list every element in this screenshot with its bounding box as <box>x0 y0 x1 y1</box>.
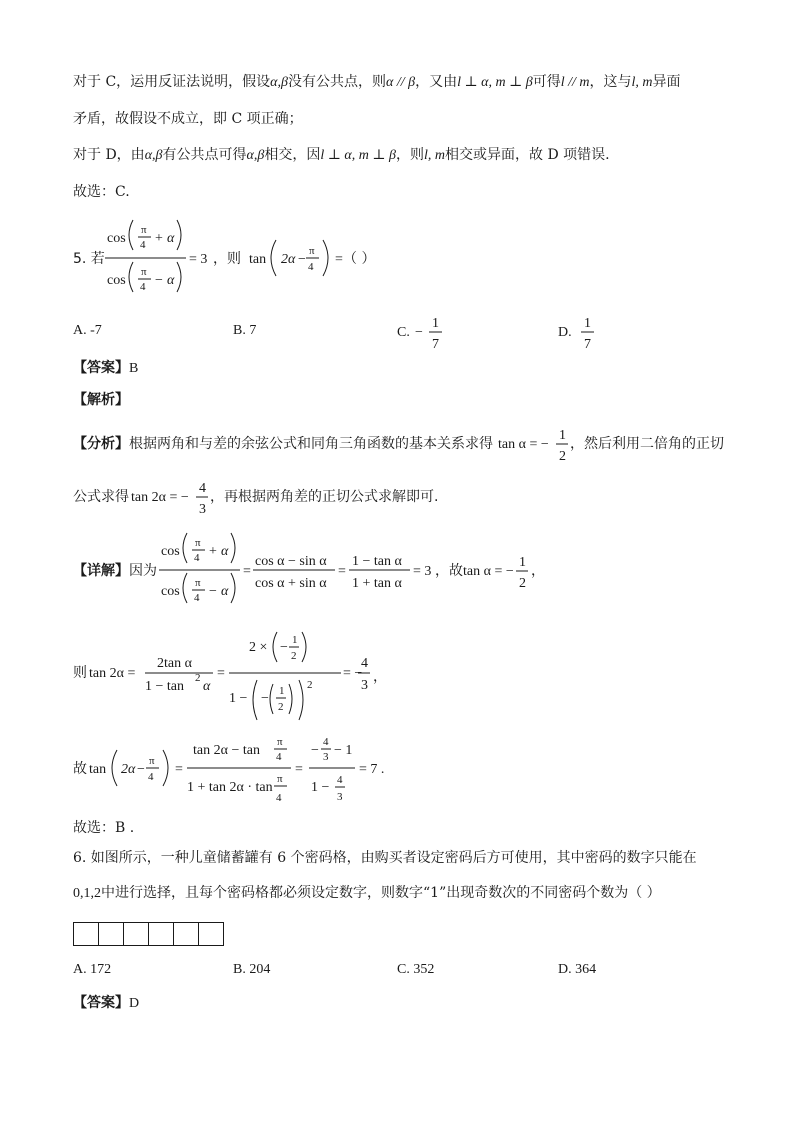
text: 相交，因 <box>264 147 321 163</box>
alpha: α <box>221 544 229 559</box>
analysis-line2 <box>73 478 473 520</box>
detail-tag: 【详解】 <box>73 563 129 579</box>
alpha: α <box>167 273 175 288</box>
four: 4 <box>194 552 200 564</box>
paragraph-c-line2: 矛盾，故假设不成立，即 C 项正确； <box>73 111 303 127</box>
equals: = <box>217 666 225 681</box>
result: = 7 . <box>359 762 385 777</box>
result: tan α = − <box>463 564 514 579</box>
text: 则 <box>73 665 87 681</box>
password-grid <box>73 922 224 946</box>
option-c <box>397 312 457 354</box>
pi: π <box>141 266 147 278</box>
numerator: cos α − sin α <box>255 554 327 569</box>
minus: − <box>209 584 217 599</box>
pi: π <box>141 224 147 236</box>
pi: π <box>195 577 201 589</box>
question-6-line2 <box>73 883 661 904</box>
minus: − <box>280 640 288 655</box>
password-cell <box>74 923 99 945</box>
option-c: C. 352 <box>397 962 435 977</box>
numerator-tail: − 1 <box>334 743 353 758</box>
option-d <box>558 312 608 354</box>
pi: π <box>277 736 283 748</box>
analysis-label: 【解析】 <box>73 392 129 408</box>
option-a: A. -7 <box>73 323 102 338</box>
text: ，则 <box>396 147 424 163</box>
math-var: α,β <box>246 148 265 163</box>
numerator: tan 2α − tan <box>193 743 260 758</box>
answer-value: B <box>129 361 139 376</box>
text: 中进行选择，且每个密码格都必须设定数字，则数字“1”出现奇数次的不同密码个数为（ ） <box>101 885 661 901</box>
math-var: α,β <box>144 148 163 163</box>
final-line <box>73 728 393 810</box>
math-var: l, m <box>424 148 445 163</box>
denominator: cos α + sin α <box>255 576 327 591</box>
analysis-tag: 【分析】 <box>73 436 129 452</box>
text: 对于 D，由 <box>73 147 145 163</box>
text: 没有公共点，则 <box>288 74 386 90</box>
math-var: l, m <box>631 75 653 90</box>
two-alpha: 2α <box>281 252 296 267</box>
then: ，则 <box>213 251 241 267</box>
comma: ， <box>531 564 545 579</box>
minus: − <box>155 273 163 288</box>
paragraph-c-line1 <box>73 72 681 93</box>
pi: π <box>195 537 201 549</box>
tan-label: tan <box>89 762 107 777</box>
text: 公式求得 <box>73 489 129 505</box>
denominator: 1 − tan <box>145 679 184 694</box>
q5-number: 5. 若 <box>73 251 105 267</box>
denominator: 2 <box>291 650 297 662</box>
numerator: 1 <box>432 316 439 331</box>
denominator: 3 <box>361 678 368 693</box>
four: 4 <box>276 751 282 763</box>
plus: + <box>155 231 163 246</box>
select-c: 故选：C. <box>73 184 130 200</box>
text: ，然后利用二倍角的正切 <box>570 436 724 452</box>
question-6-line1: 6. 如图所示，一种儿童储蓄罐有 6 个密码格，由购买者设定密码后方可使用，其中密码的数字只能在 <box>73 850 697 866</box>
analysis-line1 <box>73 425 723 467</box>
denominator: 2 <box>559 449 566 464</box>
math-expr: α // β <box>386 75 416 90</box>
denominator: 1 − <box>311 780 330 795</box>
minus: − <box>137 762 145 777</box>
numerator: 1 <box>292 634 298 646</box>
text: 异面 <box>652 74 681 90</box>
detail-line1 <box>73 527 573 617</box>
option-b: B. 204 <box>233 962 271 977</box>
cos-label: cos <box>107 231 126 246</box>
exponent: 2 <box>307 679 313 691</box>
denominator: 7 <box>584 337 591 352</box>
answer-5 <box>73 358 138 379</box>
numerator: 1 − tan α <box>352 554 402 569</box>
password-cell <box>149 923 174 945</box>
answer-value: D <box>129 996 140 1011</box>
alpha: α <box>203 679 211 694</box>
password-cell <box>124 923 149 945</box>
numerator: 1 <box>584 316 591 331</box>
equals: = <box>295 762 303 777</box>
math-var: α,β <box>270 75 288 90</box>
numerator: 1 <box>519 555 526 570</box>
cos-label: cos <box>161 584 180 599</box>
equals-3: = 3 <box>189 252 208 267</box>
alpha: α <box>221 584 229 599</box>
pi: π <box>309 245 315 257</box>
equals: = <box>243 564 251 579</box>
password-cell <box>199 923 223 945</box>
denominator: 3 <box>199 502 206 517</box>
cos-label: cos <box>107 273 126 288</box>
math-expr: l ⊥ α, m ⊥ β <box>457 75 533 90</box>
denominator: 2 <box>278 701 284 713</box>
comma: ， <box>373 670 387 685</box>
option-b: B. 7 <box>233 323 257 338</box>
answer-6 <box>73 993 139 1014</box>
numerator: 4 <box>199 481 206 496</box>
denominator: 1 + tan α <box>352 576 402 591</box>
text: 故 <box>73 761 87 777</box>
numerator: 4 <box>337 774 343 786</box>
option-d-label: D. <box>558 325 572 340</box>
lhs: tan 2α = <box>89 666 136 681</box>
equals: = <box>335 252 343 267</box>
option-a: A. 172 <box>73 962 112 977</box>
four: 4 <box>194 592 200 604</box>
numerator: 4 <box>361 656 368 671</box>
four: 4 <box>140 239 146 251</box>
numerator: 2tan α <box>157 656 192 671</box>
numerator: 1 <box>279 685 285 697</box>
minus: − <box>298 252 306 267</box>
denominator: 1 + tan 2α · tan <box>187 780 273 795</box>
text: 根据两角和与差的余弦公式和同角三角函数的基本关系求得 <box>129 436 493 452</box>
cos-label: cos <box>161 544 180 559</box>
denominator: 1 − <box>229 691 248 706</box>
question-5-formula <box>73 212 403 302</box>
alpha: α <box>167 231 175 246</box>
text: 对于 C，运用反证法说明，假设 <box>73 74 271 90</box>
digits: 0,1,2 <box>73 886 101 901</box>
math-expr: l // m <box>560 75 590 90</box>
answer-label: 【答案】 <box>73 995 129 1011</box>
four: 4 <box>276 792 282 804</box>
formula: tan 2α = − <box>131 490 189 505</box>
numerator: 4 <box>323 736 329 748</box>
four: 4 <box>148 771 154 783</box>
answer-paren: （ ） <box>343 251 376 267</box>
text: 因为 <box>129 563 157 579</box>
numerator: 1 <box>559 428 566 443</box>
text: 可得 <box>532 74 561 90</box>
equals: = <box>338 564 346 579</box>
password-cell <box>99 923 124 945</box>
text: ，又由 <box>415 74 458 90</box>
numerator: 2 × <box>249 640 268 655</box>
password-cell <box>174 923 199 945</box>
plus: + <box>209 544 217 559</box>
denominator: 3 <box>337 791 343 803</box>
text: ，再根据两角差的正切公式求解即可. <box>210 489 439 505</box>
result: = − <box>343 666 363 681</box>
text: ，故 <box>435 563 463 579</box>
text: 有公共点可得 <box>162 147 247 163</box>
tan2alpha-line <box>73 628 373 723</box>
denominator: 7 <box>432 337 439 352</box>
select-b: 故选：B . <box>73 820 135 836</box>
denominator: 3 <box>323 751 329 763</box>
denominator: 2 <box>519 576 526 591</box>
text: ，这与 <box>589 74 632 90</box>
minus: − <box>261 691 269 706</box>
pi: π <box>149 755 155 767</box>
exponent: 2 <box>195 672 201 684</box>
option-c-label: C. <box>397 325 410 340</box>
four: 4 <box>308 261 314 273</box>
formula: tan α = − <box>498 437 549 452</box>
pi: π <box>277 773 283 785</box>
two-alpha: 2α <box>121 762 136 777</box>
paragraph-d <box>73 145 610 166</box>
text: 相交或异面，故 D 项错误. <box>445 147 610 163</box>
four: 4 <box>140 281 146 293</box>
minus: − <box>311 743 319 758</box>
equals: = <box>175 762 183 777</box>
minus: − <box>415 325 423 340</box>
math-expr: l ⊥ α, m ⊥ β <box>320 148 396 163</box>
tan-label: tan <box>249 252 267 267</box>
equals-3: = 3 <box>413 564 432 579</box>
answer-label: 【答案】 <box>73 360 129 376</box>
option-d: D. 364 <box>558 962 597 977</box>
